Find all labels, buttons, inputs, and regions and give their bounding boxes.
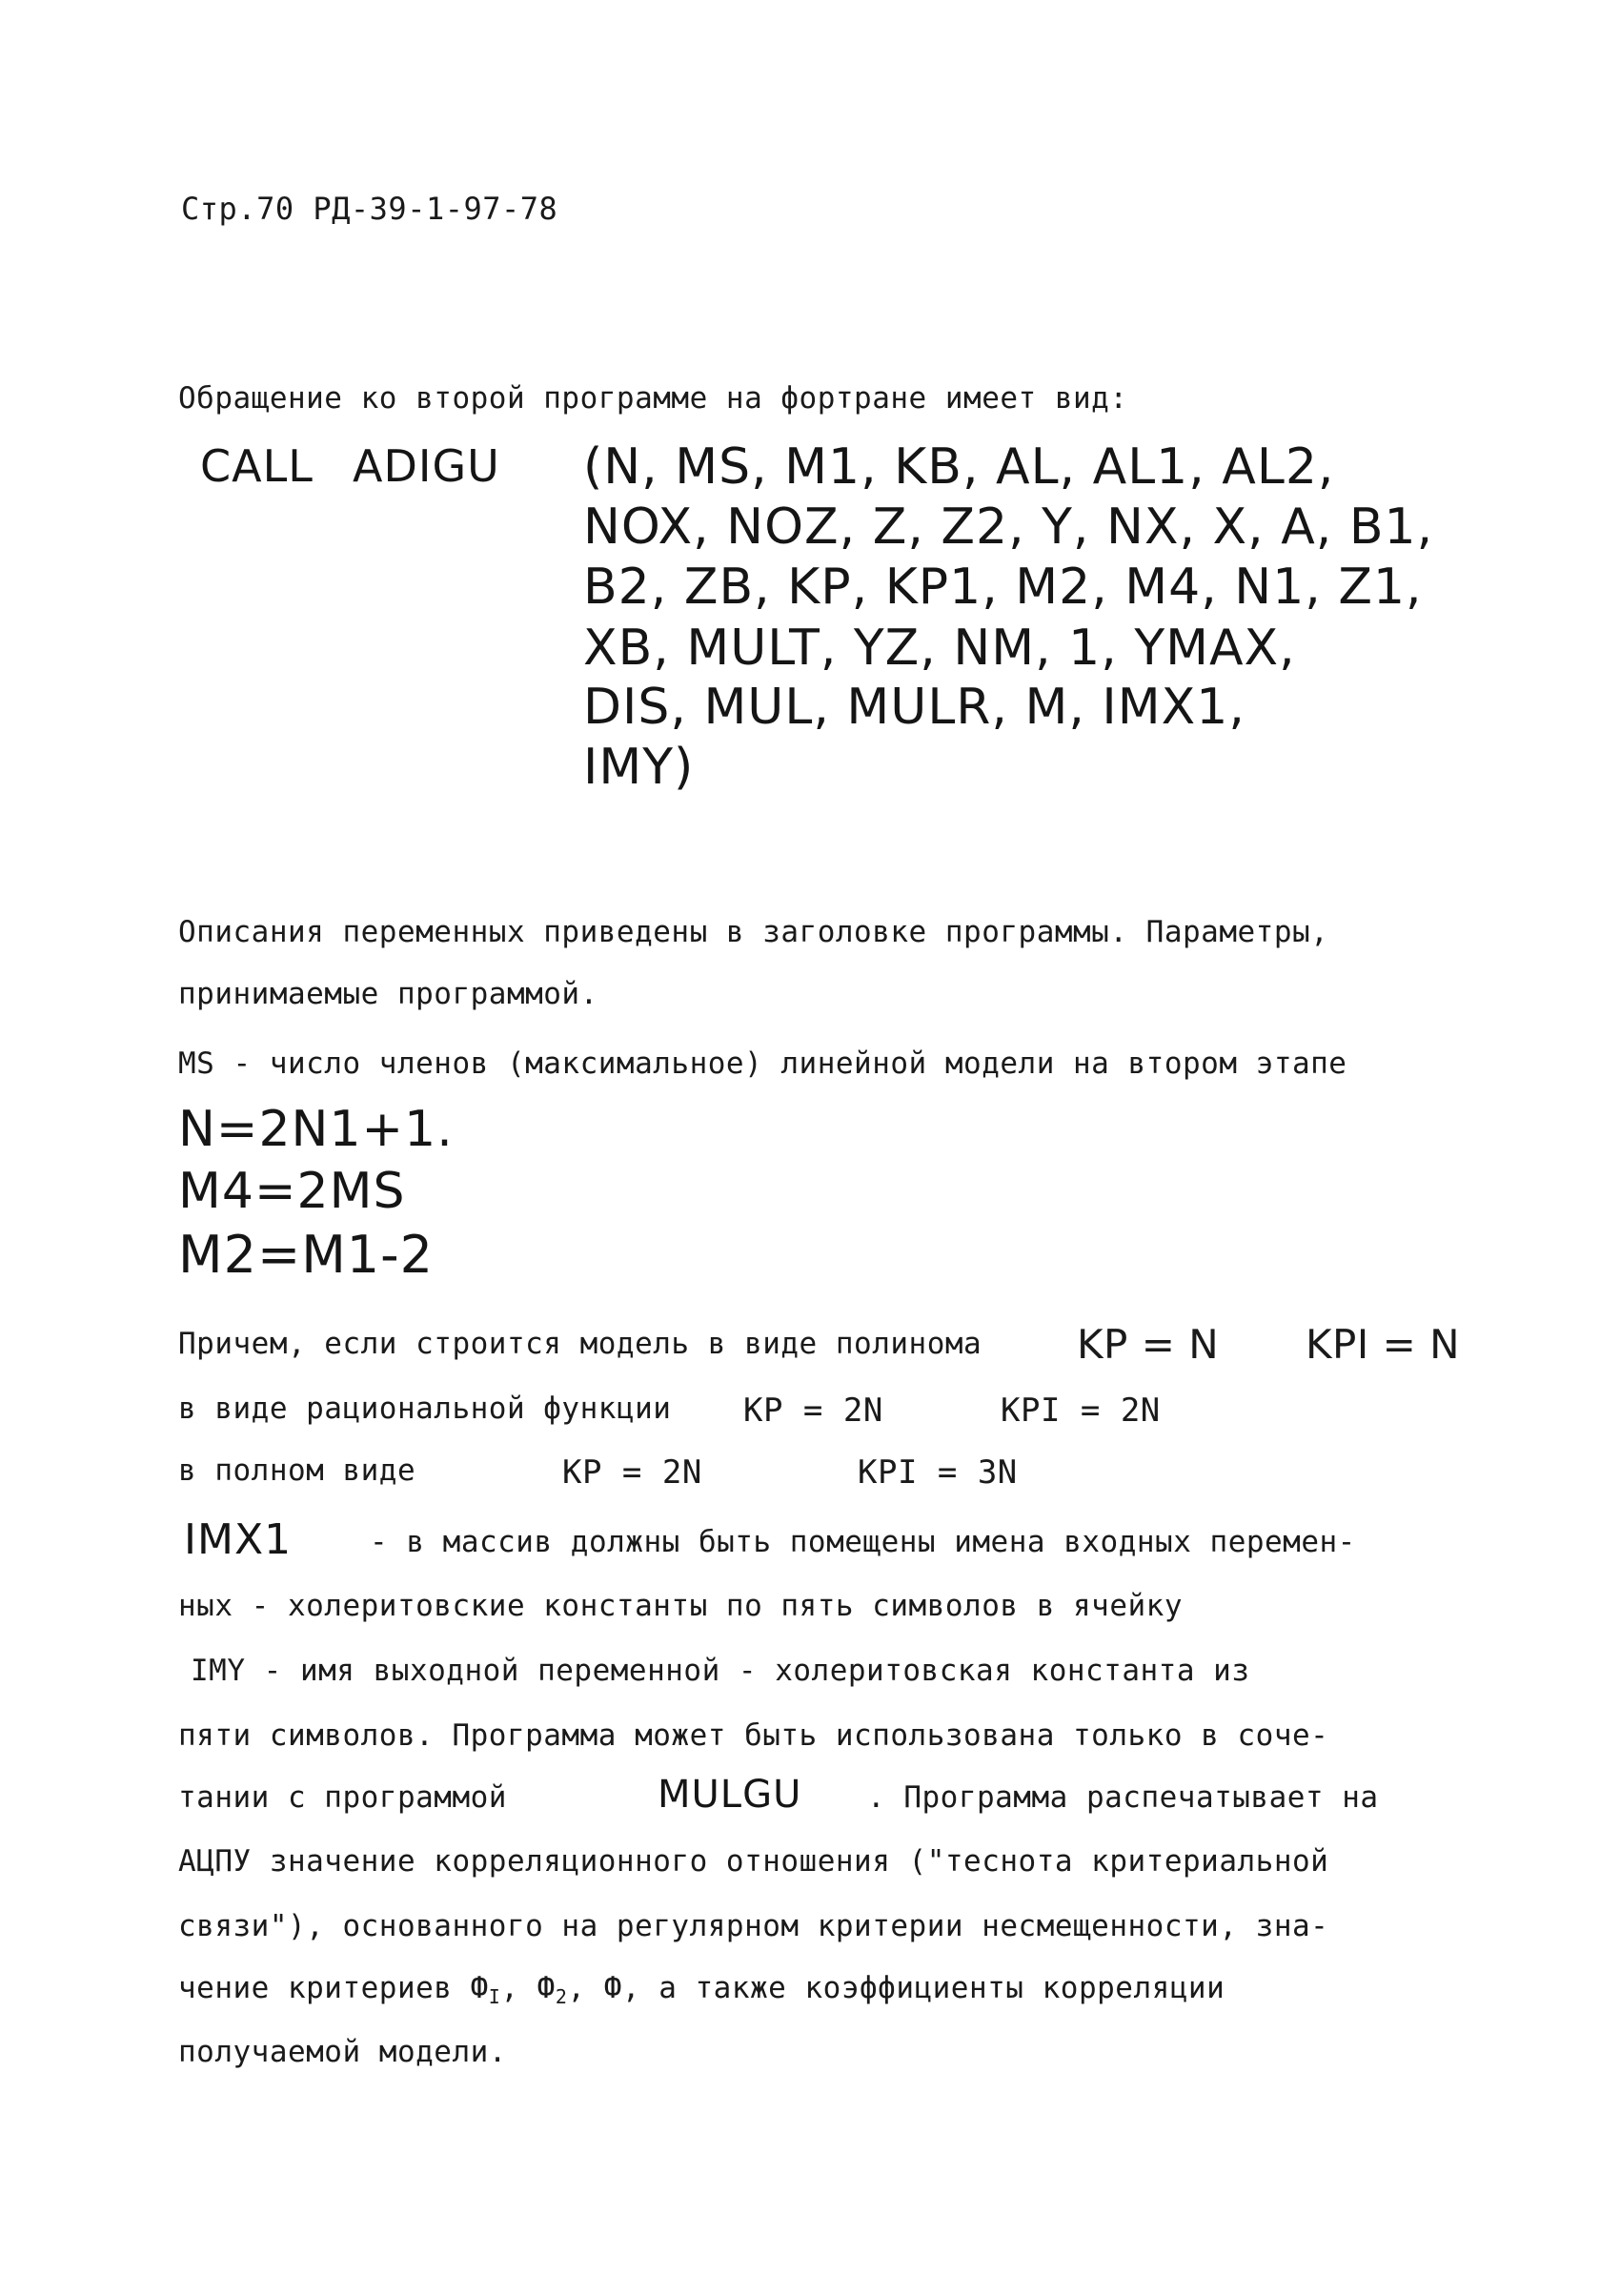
imx1-description: - в массив должны быть помещены имена входных перемен- xyxy=(370,1525,1356,1559)
rule-rational-kp: KP = 2N xyxy=(743,1392,883,1430)
imy-description-cont: связи"), основанного на регулярном критерии несмещенности, зна- xyxy=(178,1909,1329,1943)
call-args-line: DIS, MUL, MULR, M, IMX1, xyxy=(583,679,1245,736)
imy-description-end: получаемой модели. xyxy=(178,2035,507,2069)
description-line: Описания переменных приведены в заголовке программы. Параметры, xyxy=(178,915,1329,949)
rule-rational-kpi: KPI = 2N xyxy=(1001,1392,1161,1430)
call-args-line: IMY) xyxy=(583,739,695,796)
rule-full-kpi: KPI = 3N xyxy=(858,1453,1018,1492)
subroutine-name: ADIGU xyxy=(353,440,500,492)
ms-description: MS - число членов (максимальное) линейной модели на втором этапе xyxy=(178,1046,1347,1081)
call-args-line: B2, ZB, KP, KP1, M2, M4, N1, Z1, xyxy=(583,559,1423,616)
description-line: принимаемые программой. xyxy=(178,977,598,1011)
criteria-text: чение критериев Ф xyxy=(178,1971,489,2005)
rule-full: в полном виде xyxy=(178,1453,416,1488)
rule-polynomial-kp: KP = N xyxy=(1077,1321,1220,1368)
imy-description-cont: АЦПУ значение корреляционного отношения ("теснота критериальной xyxy=(178,1844,1329,1879)
rule-full-kp: KP = 2N xyxy=(562,1453,702,1492)
rule-rational: в виде рациональной функции xyxy=(178,1392,672,1426)
formula-n: N=2N1+1. xyxy=(178,1101,454,1158)
call-args-line: XB, MULT, YZ, NM, 1, YMAX, xyxy=(583,620,1296,677)
rule-polynomial: Причем, если строится модель в виде полинома xyxy=(178,1327,982,1361)
criteria-text: , Ф, а также коэффициенты корреляции xyxy=(567,1971,1225,2005)
call-args-line: (N, MS, M1, KB, AL, AL1, AL2, xyxy=(583,438,1335,496)
criteria-line xyxy=(178,1971,1225,2008)
call-keyword: CALL xyxy=(200,440,314,492)
formula-m4: M4=2MS xyxy=(178,1163,406,1220)
imy-description-cont: пяти символов. Программа может быть использована только в соче- xyxy=(178,1718,1329,1753)
criteria-subscript: I xyxy=(488,1985,501,2008)
imx1-label: IMX1 xyxy=(184,1515,293,1564)
imx1-description-cont: ных - холеритовские константы по пять символов в ячейку xyxy=(178,1589,1183,1623)
intro-text: Обращение ко второй программе на фортране имеет вид: xyxy=(178,381,1128,416)
call-args-line: NOX, NOZ, Z, Z2, Y, NX, X, A, B1, xyxy=(583,498,1434,556)
rule-polynomial-kpi: KPI = N xyxy=(1306,1321,1461,1368)
mulgu-program-name: MULGU xyxy=(658,1773,802,1817)
page-header: Стр.70 РД-39-1-97-78 xyxy=(181,191,558,227)
imy-description: IMY - имя выходной переменной - холеритовская константа из xyxy=(191,1654,1250,1688)
formula-m2: M2=M1-2 xyxy=(178,1225,434,1285)
criteria-text: , Ф xyxy=(500,1971,556,2005)
imy-description-cont: тании с программой xyxy=(178,1780,507,1815)
criteria-subscript: 2 xyxy=(555,1985,568,2008)
imy-description-cont: . Программа распечатывает на xyxy=(867,1780,1379,1815)
